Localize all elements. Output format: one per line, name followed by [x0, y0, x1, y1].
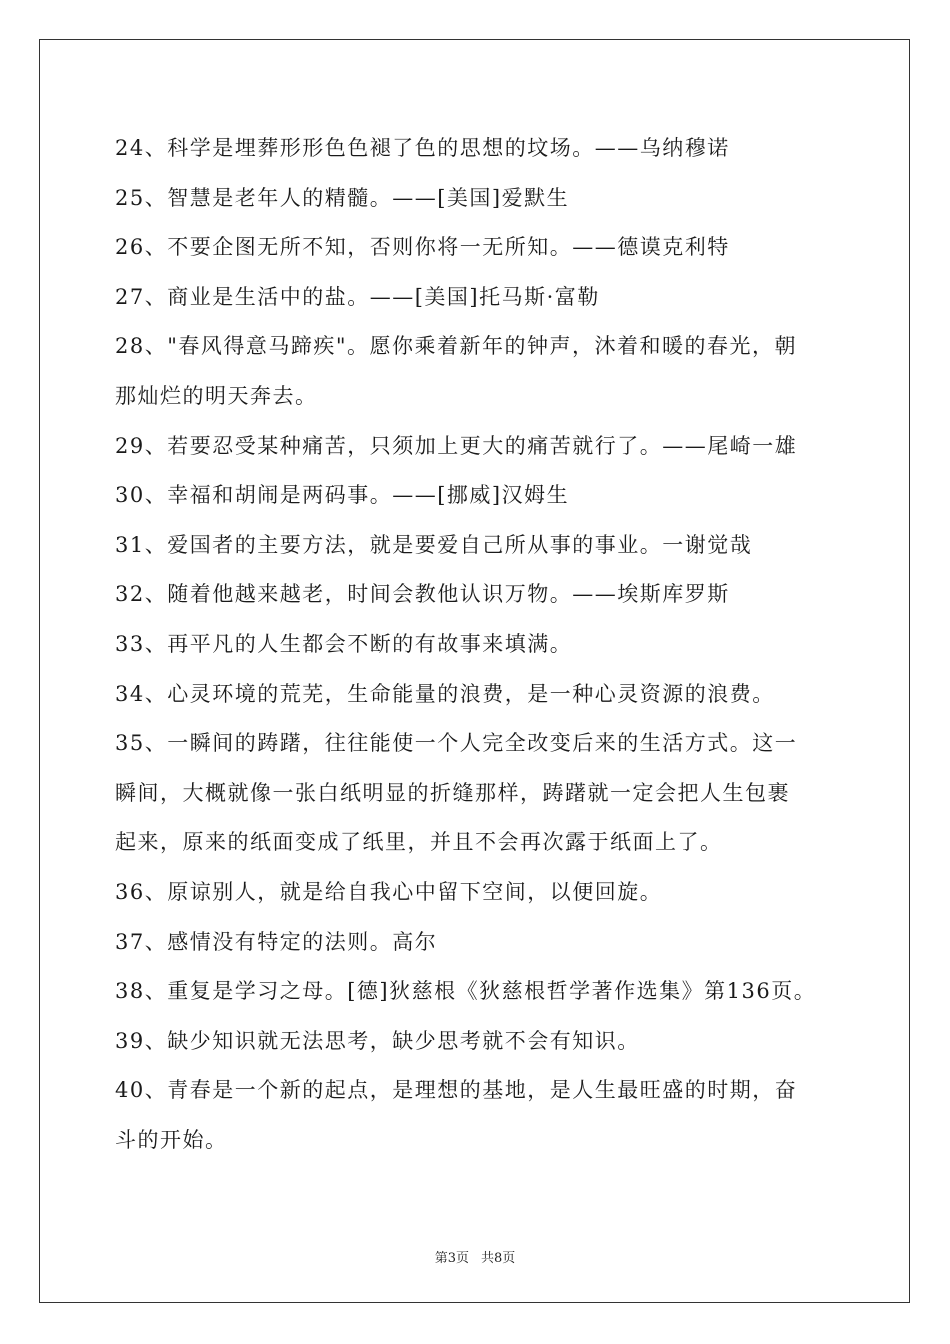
page-total: 共8页	[481, 1251, 516, 1266]
text-line: 32、随着他越来越老，时间会教他认识万物。——埃斯库罗斯	[115, 582, 730, 607]
text-line: 25、智慧是老年人的精髓。——[美国]爱默生	[115, 185, 570, 210]
text-line: 30、幸福和胡闹是两码事。——[挪威]汉姆生	[115, 483, 570, 508]
text-line: 33、再平凡的人生都会不断的有故事来填满。	[115, 631, 573, 656]
text-line: 36、原谅别人，就是给自我心中留下空间，以便回旋。	[115, 879, 663, 904]
text-line: 27、商业是生活中的盐。——[美国]托马斯·富勒	[115, 284, 600, 309]
text-line: 28、"春风得意马蹄疾"。愿你乘着新年的钟声，沐着和暖的春光，朝	[115, 334, 798, 359]
text-line: 瞬间，大概就像一张白纸明显的折缝那样，踌躇就一定会把人生包裹	[115, 780, 790, 805]
document-body	[115, 124, 845, 1165]
text-line: 35、一瞬间的踌躇，往往能使一个人完全改变后来的生活方式。这一	[115, 731, 798, 756]
text-line: 那灿烂的明天奔去。	[115, 383, 318, 408]
text-line: 29、若要忍受某种痛苦，只须加上更大的痛苦就行了。——尾崎一雄	[115, 433, 798, 458]
text-line: 38、重复是学习之母。[德]狄慈根《狄慈根哲学著作选集》第136页。	[115, 979, 817, 1004]
text-line: 40、青春是一个新的起点，是理想的基地，是人生最旺盛的时期，奋	[115, 1078, 798, 1103]
page-number: 第3页	[434, 1251, 469, 1266]
text-line: 34、心灵环境的荒芜，生命能量的浪费，是一种心灵资源的浪费。	[115, 681, 775, 706]
text-line: 斗的开始。	[115, 1127, 228, 1152]
text-line: 起来，原来的纸面变成了纸里，并且不会再次露于纸面上了。	[115, 830, 723, 855]
text-line: 31、爱国者的主要方法，就是要爱自己所从事的事业。一谢觉哉	[115, 532, 753, 557]
text-line: 37、感情没有特定的法则。高尔	[115, 929, 438, 954]
text-line: 26、不要企图无所不知，否则你将一无所知。——德谟克利特	[115, 235, 730, 260]
page-footer	[0, 1247, 950, 1266]
text-line: 24、科学是埋葬形形色色褪了色的思想的坟场。——乌纳穆诺	[115, 136, 730, 160]
text-line: 39、缺少知识就无法思考，缺少思考就不会有知识。	[115, 1028, 640, 1053]
